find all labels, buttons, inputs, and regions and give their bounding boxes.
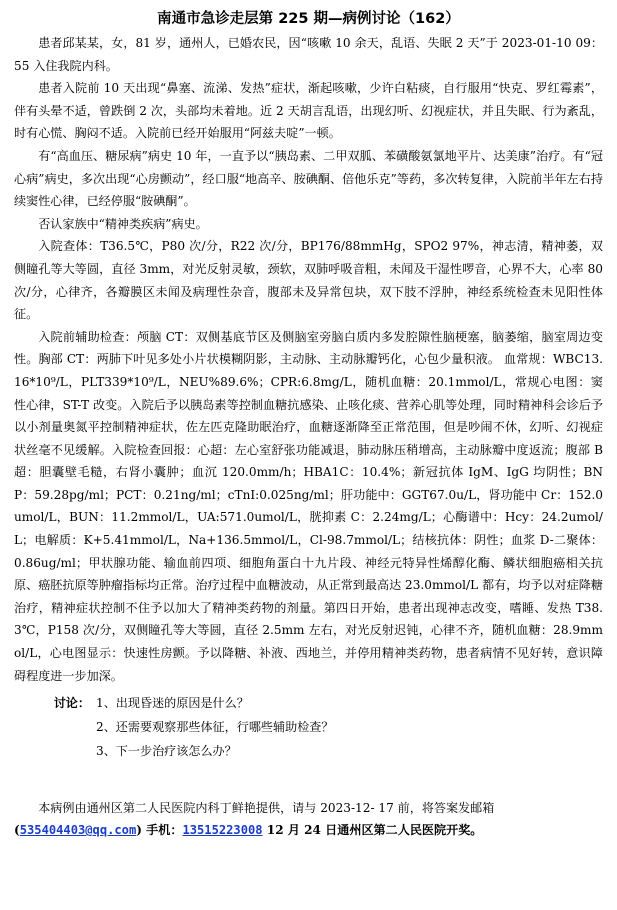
paragraph-family-history: 否认家族中“精神类疾病”病史。 <box>38 216 208 231</box>
phone-label: 手机： <box>141 823 183 838</box>
paragraph-present-illness: 患者入院前 10 天出现“鼻塞、流涕、发热”症状，渐起咳嗽，少许白粘痰，自行服用“快克、罗红霉素”，伴有头晕不适，曾跌倒 2 次，头部均未着地。近 2 天胡言乱语，出现幻听、幻视症状，并且失眠、行为紊乱，时有心慌、胸闷不适。入院前已经开始服用“阿兹夫啶”一顿。 <box>14 81 603 141</box>
discussion-question: 1、出现昏迷的原因是什么？ <box>96 696 249 711</box>
discussion-question: 2、还需要观察那些体征，行哪些辅助检查？ <box>96 720 334 735</box>
paragraph-auxiliary-exams: 入院前辅助检查：颅脑 CT：双侧基底节区及侧脑室旁脑白质内多发腔隙性脑梗塞，脑萎缩，脑室周边变性。胸部 CT：两肺下叶见多处小片状模糊阴影，主动脉、主动脉瓣钙化，心包少量积液。 血常规：WBC13.16*10⁹/L，PLT339*10⁹/L，NEU%89.6%；CPR:6.8mg/L，随机血糖：20.1mmol/L，常规心电图：窦性心律，ST-T 改变。入院后予以胰岛素等控制血糖抗感染、止咳化痰、营养心肌等处理，同时精神科会诊后予以小剂量奥氮平控制精神症状，佐左匹克隆助眠治疗，血糖逐渐降至正常范围，但是吵闹不休，幻听、幻视症状丝毫不见缓解。入院检查回报：心超：左心室舒张功能减退，肺动脉压稍增高，主动脉瓣中度返流；腹部 B 超：胆囊壁毛糙，右肾小囊肿；血沉 120.0mm/h；HBA1C：10.4%；新冠抗体 IgM、IgG 均阴性；BNP：59.28pg/ml；PCT：0.21ng/ml；cTnI:0.025ng/ml；肝功能中：GGT67.0u/L，肾功能中 Cr：152.0umol/L，BUN：11.2mmol/L，UA:571.0umol/L，胱抑素 C：2.24mg/L；心酶谱中：Hcy：24.2umol/L；电解质：K+5.41mmol/L，Na+136.5mmol/L，Cl-98.7mmol/L；结核抗体：阴性；血浆 D-二聚体：0.86ug/ml；甲状腺功能、输血前四项、细胞角蛋白十九片段、神经元特异性烯醇化酶、鳞状细胞癌相关抗原、癌胚抗原等肿瘤指标均正常。治疗过程中血糖波动，从正常到最高达 23.0mmol/L 都有，均予以对症降糖治疗，精神症状控制不住予以加大了精神类药物的剂量。第四日开始，患者出现神志改变，嗜睡、发热 T38.3℃，P158 次/分，双侧瞳孔等大等圆，直径 2.5mm 左右，对光反射迟钝，心律不齐，随机血糖：28.9mmol/L，心电图显示：快速性房颤。予以降糖、补液、西地兰，并停用精神类药物，患者病情不见好转，意识障碍程度进一步加深。 <box>14 329 603 683</box>
footer-notice <box>14 797 603 841</box>
page-title: 南通市急诊走层第 225 期—病例讨论（162） <box>157 11 460 27</box>
paragraph-chief-complaint: 患者邱某某，女，81 岁，通州人，已婚农民，因“咳嗽 10 余天，乱语、失眠 2 天”于 2023-01-10 09：55 入住我院内科。 <box>14 36 603 73</box>
footer-line: 本病例由通州区第二人民医院内科丁鲜艳提供，请与 2023-12- 17 前，将答案发邮箱 <box>38 801 495 816</box>
discussion-section <box>14 691 603 763</box>
award-date-text: 12 月 24 日通州区第二人民医院开奖。 <box>262 823 483 838</box>
phone-link[interactable]: 13515223008 <box>182 823 263 838</box>
paragraph-physical-exam: 入院查体：T36.5℃，P80 次/分，R22 次/分，BP176/88mmHg，SPO2 97%，神志清，精神萎，双侧瞳孔等大等圆，直径 3mm，对光反射灵敏，颈软，双肺呼吸音粗，未闻及干湿性啰音，心界不大，心率 80 次/分，心律齐，各瓣膜区未闻及病理性杂音，腹部未及异常包块，双下肢不浮肿，神经系统检查未见阳性体征。 <box>14 239 603 322</box>
email-link[interactable]: 535404403@qq.com <box>19 823 137 838</box>
discussion-label: 讨论： <box>53 696 90 711</box>
footer-contact-line <box>14 819 603 841</box>
case-body <box>14 32 603 687</box>
discussion-row <box>14 691 603 715</box>
paragraph-past-history: 有“高血压、糖尿病”病史 10 年，一直予以“胰岛素、二甲双胍、苯磺酸氨氯地平片、达美康”治疗。有“冠心病”病史，多次出现“心房颤动”，经口服“地高辛、胺碘酮、倍他乐克”等药，多次转复律，入院前半年左右持续窦性心律，已经停服“胺碘酮”。 <box>14 148 603 209</box>
email-open-paren: ( <box>14 823 20 838</box>
discussion-question: 3、下一步治疗该怎么办？ <box>96 744 237 759</box>
email-close-paren: ) <box>136 823 142 838</box>
